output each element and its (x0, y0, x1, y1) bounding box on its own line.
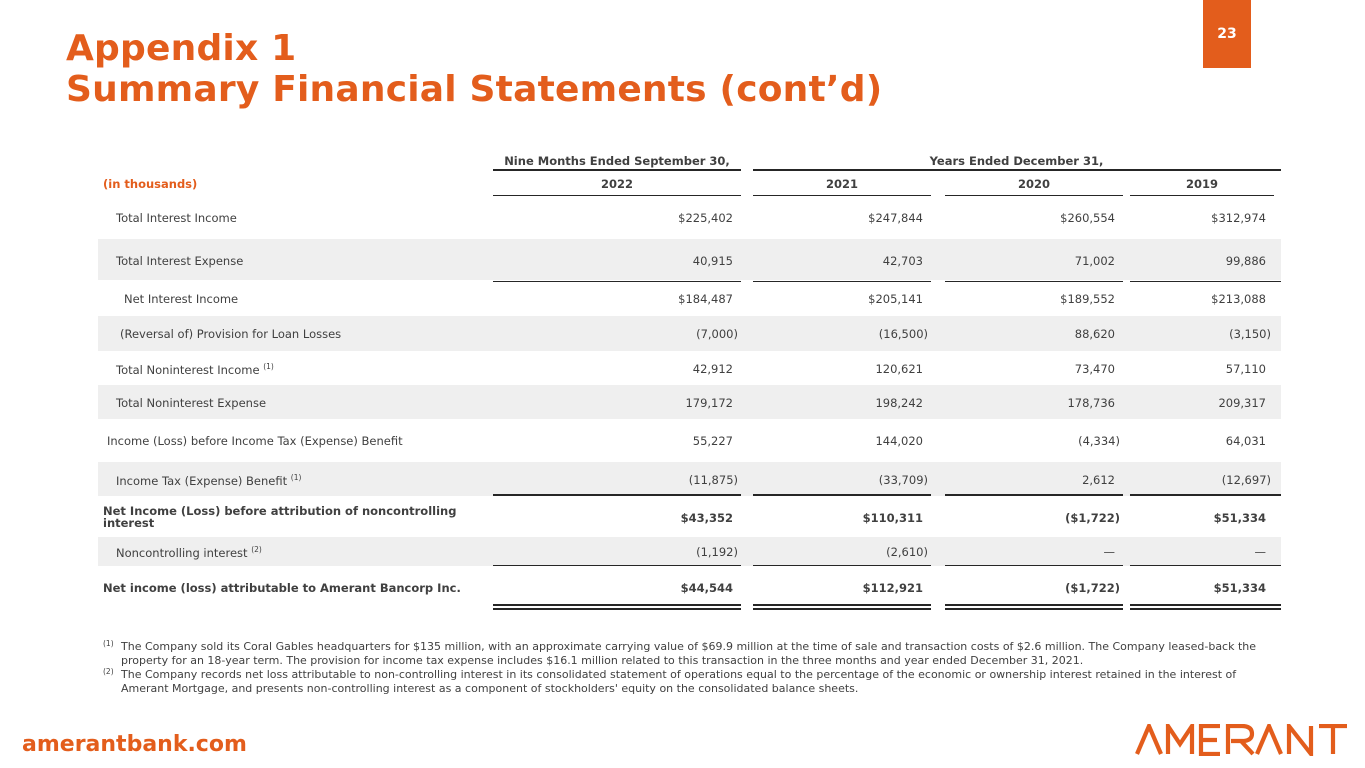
subtotal-rule (493, 494, 741, 496)
year-header-2021: 2021 (825, 177, 858, 191)
total-double-rule (493, 608, 741, 610)
row-label: Income (Loss) before Income Tax (Expense) Benefit (107, 434, 403, 448)
cell-value: $205,141 (868, 292, 923, 306)
cell-value: (11,875) (688, 473, 738, 487)
cell-value: (12,697) (1221, 473, 1271, 487)
cell-value: 64,031 (1225, 434, 1266, 448)
year-rule-2022 (493, 195, 741, 196)
cell-value: ($1,722) (1065, 581, 1120, 595)
year-rule-2020 (945, 195, 1123, 196)
cell-value: (4,334) (1078, 434, 1120, 448)
row-label: Total Noninterest Income $^{(1)}$ (116, 362, 274, 377)
cell-value: (7,000) (696, 327, 738, 341)
title-line-2: Summary Financial Statements (cont’d) (66, 69, 883, 110)
total-double-rule (753, 604, 931, 606)
cell-value: 2,612 (1082, 473, 1115, 487)
row-label: Total Interest Income (116, 211, 237, 225)
total-double-rule (493, 604, 741, 606)
cell-value: 178,736 (1067, 396, 1115, 410)
row-label: (Reversal of) Provision for Loan Losses (120, 327, 342, 341)
cell-value: 209,317 (1218, 396, 1266, 410)
cell-value: (3,150) (1229, 327, 1271, 341)
subtotal-rule (945, 281, 1123, 282)
subtotal-rule (493, 565, 741, 566)
total-double-rule (1130, 608, 1281, 610)
cell-value: 57,110 (1225, 362, 1266, 376)
total-double-rule (753, 608, 931, 610)
cell-value: — (1103, 545, 1115, 559)
header-years-ended: Years Ended December 31, (929, 154, 1104, 168)
total-double-rule (1130, 604, 1281, 606)
row-label: Total Noninterest Expense (116, 396, 267, 410)
cell-value: 73,470 (1074, 362, 1115, 376)
cell-value: (16,500) (878, 327, 928, 341)
row-label: Total Interest Expense (116, 254, 244, 268)
cell-value: $312,974 (1211, 211, 1266, 225)
cell-value: ($1,722) (1065, 511, 1120, 525)
amerant-logo (1135, 724, 1349, 760)
row-label: Net Interest Income (124, 292, 239, 306)
cell-value: 99,886 (1225, 254, 1266, 268)
footer-url: amerantbank.com (22, 732, 247, 757)
subtotal-rule (753, 565, 931, 566)
page-number-badge (1203, 0, 1251, 68)
header-rule-nine-months (493, 169, 741, 171)
subtotal-rule (945, 565, 1123, 566)
cell-value: 71,002 (1074, 254, 1115, 268)
cell-value: $247,844 (868, 211, 923, 225)
subtotal-rule (753, 494, 931, 496)
cell-value: $51,334 (1213, 511, 1266, 525)
row-label: Income Tax (Expense) Benefit $^{(1)}$ (116, 473, 302, 488)
year-header-2020: 2020 (1017, 177, 1050, 191)
cell-value: $225,402 (678, 211, 733, 225)
row-label: Noncontrolling interest $^{(2)}$ (116, 545, 262, 560)
year-rule-2019 (1130, 195, 1274, 196)
subtotal-rule (945, 494, 1123, 496)
year-rule-2021 (753, 195, 931, 196)
cell-value: $43,352 (680, 511, 733, 525)
subtotal-rule (1130, 494, 1281, 496)
cell-value: (33,709) (878, 473, 928, 487)
subtotal-rule (1130, 565, 1281, 566)
subtotal-rule (493, 281, 741, 282)
cell-value: 40,915 (692, 254, 733, 268)
year-header-2022: 2022 (600, 177, 633, 191)
cell-value: 42,912 (692, 362, 733, 376)
cell-value: 198,242 (875, 396, 923, 410)
page-title (66, 28, 882, 110)
cell-value: — (1254, 545, 1266, 559)
cell-value: 179,172 (685, 396, 733, 410)
cell-value: $184,487 (678, 292, 733, 306)
total-double-rule (945, 604, 1123, 606)
amerant-logo-mark (1135, 724, 1349, 756)
title-line-1: Appendix 1 (66, 28, 297, 69)
footnote-1: (1) The Company sold its Coral Gables headquarters for $135 million, with an approximate carrying value of $69.9 million at the time of sale and transaction costs of $2.6 million. The Company leased-back the property for an 18-year term. The provision for income tax expense includes $16.1 million related to this transaction in the three months and year ended December 31, 2021. (103, 639, 1257, 667)
cell-value: 42,703 (882, 254, 923, 268)
header-rule-years (753, 169, 1281, 171)
cell-value: 55,227 (692, 434, 733, 448)
page-number: 23 (1217, 26, 1237, 42)
row-label: Net income (loss) attributable to Amerant Bancorp Inc. (103, 581, 461, 595)
year-header-2019: 2019 (1185, 177, 1218, 191)
cell-value: (1,192) (696, 545, 738, 559)
cell-value: $51,334 (1213, 581, 1266, 595)
cell-value: 120,621 (875, 362, 923, 376)
footnotes (103, 640, 1263, 696)
header-nine-months: Nine Months Ended September 30, (504, 154, 730, 168)
cell-value: $189,552 (1060, 292, 1115, 306)
cell-value: $110,311 (862, 511, 923, 525)
row-label: Net Income (Loss) before attribution of noncontrolling interest (103, 504, 457, 530)
cell-value: $260,554 (1060, 211, 1115, 225)
cell-value: (2,610) (886, 545, 928, 559)
cell-value: $213,088 (1211, 292, 1266, 306)
subtotal-rule (1130, 281, 1281, 282)
cell-value: $44,544 (680, 581, 733, 595)
footnote-2: (2) The Company records net loss attributable to non-controlling interest in its consolidated statement of operations equal to the percentage of the economic or ownership interest retained in the interest of Amerant Mortgage, and presents non-controlling interest as a component of stockholders' equity on the consolidated balance sheets. (103, 667, 1237, 695)
cell-value: 88,620 (1074, 327, 1115, 341)
subtotal-rule (753, 281, 931, 282)
cell-value: $112,921 (862, 581, 923, 595)
cell-value: 144,020 (875, 434, 923, 448)
total-double-rule (945, 608, 1123, 610)
units-label: (in thousands) (103, 177, 198, 191)
